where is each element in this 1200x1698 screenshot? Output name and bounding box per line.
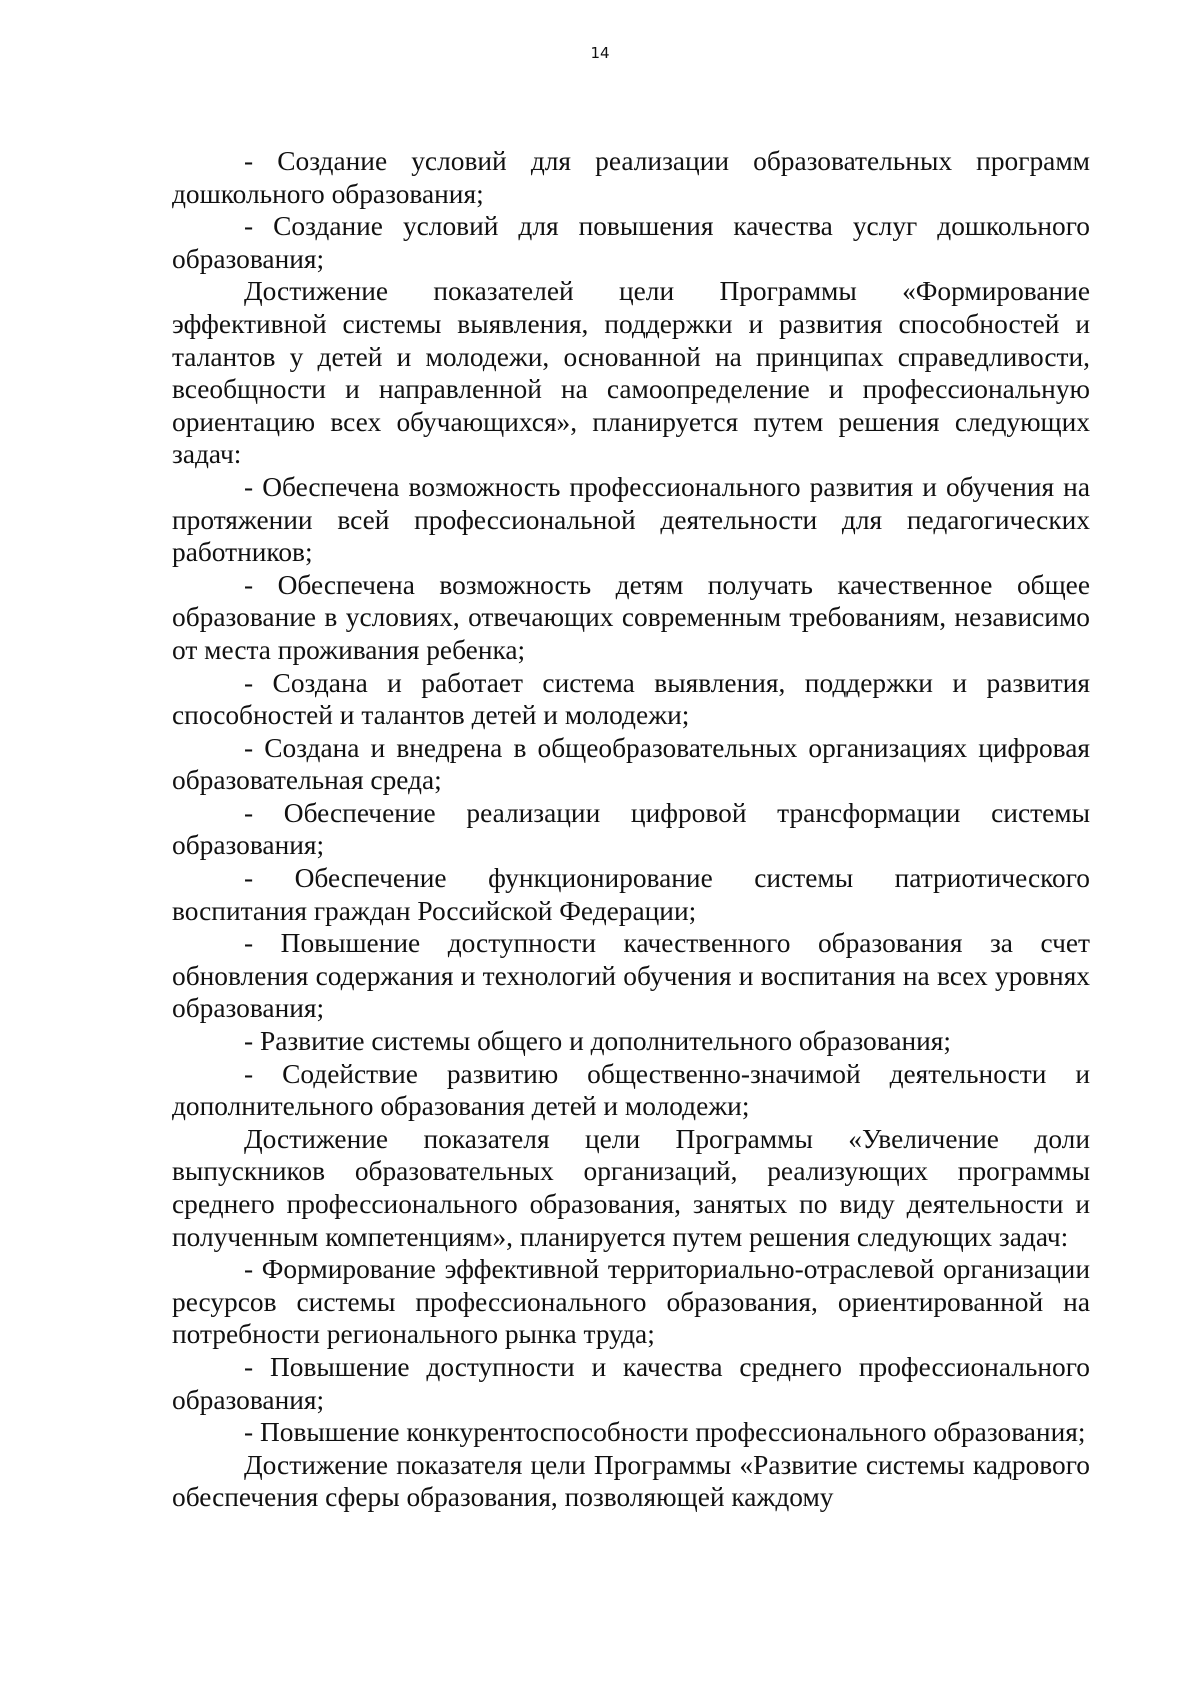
paragraph: - Формирование эффективной территориально-отраслевой организации ресурсов системы профессионального образования, ориентированной на потребности регионального рынка труда;	[172, 1254, 1090, 1350]
paragraph: - Содействие развитию общественно-значимой деятельности и дополнительного образования детей и молодежи;	[172, 1058, 1090, 1122]
paragraph: Достижение показателя цели Программы «Развитие системы кадрового обеспечения сферы образования, позволяющей каждому	[172, 1449, 1090, 1513]
paragraph: - Создание условий для повышения качества услуг дошкольного образования;	[172, 211, 1090, 274]
paragraph: - Создана и внедрена в общеобразовательных организациях цифровая образовательная среда;	[172, 732, 1090, 796]
paragraph: - Создание условий для реализации образовательных программ дошкольного образования;	[172, 146, 1090, 209]
paragraph: - Создана и работает система выявления, поддержки и развития способностей и талантов детей и молодежи;	[172, 667, 1090, 731]
paragraph: - Повышение доступности и качества среднего профессионального образования;	[172, 1351, 1090, 1415]
document-body	[172, 145, 1090, 1514]
paragraph: - Обеспечена возможность детям получать качественное общее образование в условиях, отвечающих современным требованиям, независимо от места проживания ребенка;	[172, 569, 1090, 665]
paragraph: Достижение показателей цели Программы «Формирование эффективной системы выявления, поддержки и развития способностей и талантов у детей и молодежи, основанной на принципах справедливости, всеобщности и направленной на самоопределение и профессиональную ориентацию всех обучающихся», планируется путем решения следующих задач:	[172, 276, 1090, 470]
paragraph: - Обеспечение функционирование системы патриотического воспитания граждан Российской Федерации;	[172, 863, 1090, 926]
paragraph: - Развитие системы общего и дополнительного образования;	[244, 1026, 952, 1057]
paragraph: - Обеспечена возможность профессионального развития и обучения на протяжении всей профессиональной деятельности для педагогических работников;	[172, 471, 1090, 568]
paragraph: - Повышение доступности качественного образования за счет обновления содержания и технологий обучения и воспитания на всех уровнях образования;	[172, 928, 1090, 1024]
paragraph: - Повышение конкурентоспособности профессионального образования;	[244, 1417, 1086, 1448]
page-number: 14	[590, 44, 610, 62]
paragraph: Достижение показателя цели Программы «Увеличение доли выпускников образовательных организаций, реализующих программы среднего профессионального образования, занятых по виду деятельности и полученным компетенциям», планируется путем решения следующих задач:	[172, 1123, 1090, 1252]
paragraph: - Обеспечение реализации цифровой трансформации системы образования;	[172, 797, 1090, 861]
